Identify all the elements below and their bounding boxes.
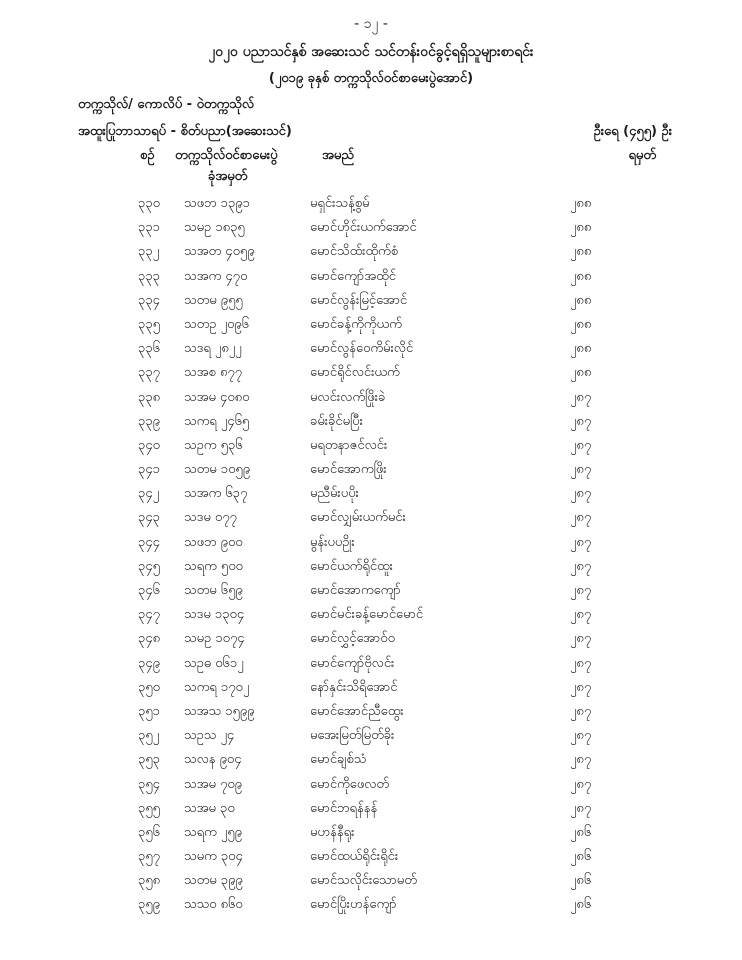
row-score: ၂၈၇	[570, 486, 592, 502]
row-name: နော်နှင်းသိရိအောင်	[310, 679, 398, 695]
row-score: ၂၈၈	[570, 196, 592, 211]
row-serial: ၃၄၁	[138, 462, 160, 478]
row-serial: ၃၃၉	[138, 413, 160, 429]
row-name: မောင်ခန့်ကိုကိုယက်	[310, 316, 402, 332]
row-roll-number: သအမ ၃၀	[184, 800, 235, 816]
row-roll-number: သဖဘ ၁၃၉၁	[184, 196, 250, 211]
row-name: မညီမ်းပပိုး	[310, 486, 359, 502]
row-roll-number: သဒမ ၀၇၇	[184, 510, 237, 526]
row-score: ၂၈၇	[570, 462, 592, 478]
row-name: မောင်မင်းခန့်မောင်မောင်	[310, 607, 424, 623]
row-name: မောင်သိထ်းထိုက်စံ	[310, 244, 399, 260]
document-title: ၂၀၂၀ ပညာသင်နှစ် အဆေးသင် သင်တန်းဝင်ခွင့်ရရှိသူများစာရင်း	[208, 44, 534, 60]
row-roll-number: သကရ ၂၄၆၅	[184, 413, 250, 429]
table-row	[0, 410, 742, 434]
row-score: ၂၈၇	[570, 655, 592, 671]
row-serial: ၃၄၃	[138, 510, 160, 526]
row-roll-number: သတမ ၁၀၅၉	[184, 462, 251, 478]
table-row	[0, 482, 742, 506]
row-score: ၂၈၈	[570, 244, 592, 260]
row-name: မဟန်နီရုး	[310, 824, 355, 840]
row-roll-number: သအသ ၁၅၉၉	[184, 703, 255, 719]
table-row	[0, 458, 742, 482]
row-score: ၂၈၇	[570, 631, 592, 647]
intake-count: ဦးရေ (၄၅၅) ဦး	[593, 124, 672, 139]
row-roll-number: သတမ ၃၉၉	[184, 873, 243, 889]
row-roll-number: သအမ ၄၀၈၀	[184, 389, 250, 405]
table-row	[0, 821, 742, 845]
row-name: မွန်းပပဥိုး	[310, 534, 355, 550]
row-score: ၂၈၇	[570, 413, 592, 429]
specialization-line: အထူးပြုဘာသာရပ် - စိတ်ပညာ(အဆေးသင်)	[78, 124, 292, 139]
row-name: မောင်ယက်ရိုင်ထူး	[310, 558, 393, 574]
row-roll-number: သတမ ၆၅၉	[184, 583, 243, 598]
row-serial: ၃၅၃	[138, 752, 160, 768]
row-name: ခမ်းခိုင်မပြီး	[310, 413, 363, 429]
row-score: ၂၈၇	[570, 389, 592, 405]
table-row	[0, 216, 742, 240]
row-roll-number: သရက ၂၅၉	[184, 824, 242, 840]
row-name: မအေးမြတ်မြတ်ခိုး	[310, 728, 395, 744]
table-row	[0, 579, 742, 603]
row-score: ၂၈၈	[570, 365, 592, 381]
row-roll-number: သဒရ ၂၈၂၂	[184, 341, 242, 357]
row-roll-number: သအစ ၈၇၇	[184, 365, 242, 381]
row-serial: ၃၅၁	[138, 703, 160, 719]
row-roll-number: သအမ ၇၀၉	[184, 776, 242, 792]
table-row	[0, 700, 742, 724]
row-serial: ၃၅၄	[138, 776, 160, 792]
row-score: ၂၈၆	[570, 873, 592, 889]
row-name: မလင်းလက်ဖြိုးခဲ	[310, 389, 386, 405]
table-row	[0, 845, 742, 869]
table-row	[0, 893, 742, 917]
table-row	[0, 652, 742, 676]
row-score: ၂၈၆	[570, 897, 592, 913]
row-name: မောင်ရိုင်လင်းယက်	[310, 365, 400, 381]
row-roll-number: သအတ ၄၀၅၉	[184, 244, 255, 260]
row-score: ၂၈၇	[570, 437, 592, 453]
university-line: တက္ကသိုလ်/ ကောလိပ် - ဝဲတက္ကသိုလ်	[78, 97, 255, 112]
column-header-roll: တက္ကသိုလ်ဝင်စာမေးပွဲ	[175, 148, 278, 163]
table-row	[0, 506, 742, 530]
table-row	[0, 337, 742, 361]
table-row	[0, 773, 742, 797]
row-serial: ၃၃၅	[138, 316, 160, 332]
row-serial: ၃၃၃	[138, 268, 160, 284]
row-name: မောင်ကိုဖေလတ်	[310, 776, 390, 792]
row-serial: ၃၃၀	[138, 196, 160, 211]
table-row	[0, 627, 742, 651]
row-roll-number: သအက ၆၃၇	[184, 486, 248, 502]
row-name: မရှင်းသန့်စွမ်	[310, 196, 370, 211]
row-roll-number: သရက ၅၀၀	[184, 558, 243, 574]
row-score: ၂၈၈	[570, 220, 592, 236]
row-name: မောင်လွန်းမြင့်အောင်	[310, 292, 408, 308]
row-roll-number: သတဥ ၂၀၉၆	[184, 316, 249, 332]
row-serial: ၃၄၈	[138, 631, 161, 647]
document-subtitle: (၂၀၁၉ ခုနှစ် တက္ကသိုလ်ဝင်စာမေးပွဲအောင်)	[268, 71, 474, 86]
row-serial: ၃၅၀	[138, 679, 160, 695]
row-serial: ၃၅၈	[138, 873, 161, 889]
row-serial: ၃၄၆	[138, 583, 160, 598]
row-roll-number: သလန ၉၀၄	[184, 752, 242, 768]
row-serial: ၃၄၀	[138, 437, 160, 453]
row-serial: ၃၃၈	[138, 389, 161, 405]
row-name: မောင်ကျော်ဗိုလင်း	[310, 655, 395, 671]
row-score: ၂၈၈	[570, 268, 592, 284]
row-serial: ၃၃၄	[138, 292, 160, 308]
row-serial: ၃၄၉	[138, 655, 160, 671]
row-score: ၂၈၇	[570, 583, 592, 598]
row-roll-number: သဥသ ၂၄	[184, 728, 235, 744]
column-header-score: ရမှတ်	[628, 148, 656, 163]
table-row	[0, 386, 742, 410]
row-score: ၂၈၇	[570, 703, 592, 719]
table-row	[0, 265, 742, 289]
row-serial: ၃၅၇	[138, 849, 160, 865]
page-number: - ၁၂ -	[354, 16, 388, 32]
table-row	[0, 434, 742, 458]
row-serial: ၃၅၉	[138, 897, 160, 913]
row-score: ၂၈၇	[570, 534, 592, 550]
row-serial: ၃၅၅	[138, 800, 160, 816]
table-row	[0, 555, 742, 579]
column-header-roll-sub: ခုံအမှတ်	[208, 169, 248, 184]
table-row	[0, 313, 742, 337]
row-roll-number: သဖဘ ၉၀၀	[184, 534, 243, 550]
table-row	[0, 797, 742, 821]
row-score: ၂၈၈	[570, 341, 592, 357]
row-score: ၂၈၈	[570, 292, 592, 308]
row-name: မောင်ကျော်အထိုင်	[310, 268, 396, 284]
table-row	[0, 240, 742, 264]
row-score: ၂၈၇	[570, 776, 592, 792]
row-name: မရတနာဇင်လင်း	[310, 437, 388, 453]
table-row	[0, 869, 742, 893]
row-serial: ၃၅၆	[138, 824, 160, 840]
table-row	[0, 531, 742, 555]
row-roll-number: သသဝ ၈၆၀	[184, 897, 243, 913]
row-roll-number: သဒမ ၁၃၀၄	[184, 607, 245, 623]
row-name: မောင်ဘရန်နန်	[310, 800, 378, 816]
table-row	[0, 361, 742, 385]
row-roll-number: သဥဓ ၀၆၁၂	[184, 655, 244, 671]
row-name: မောင်လွန်ဝေကိမ်းလိုင်	[310, 341, 414, 357]
row-serial: ၃၃၁	[138, 220, 160, 236]
row-score: ၂၈၇	[570, 558, 592, 574]
row-roll-number: သမဥ ၁၀၇၄	[184, 631, 245, 647]
row-roll-number: သအက ၄၇၀	[184, 268, 248, 284]
row-serial: ၃၄၇	[138, 607, 160, 623]
row-name: မောင်အောကဖြိုး	[310, 462, 387, 478]
row-roll-number: သမဥ ၁၈၃၅	[184, 220, 245, 236]
row-name: မောင်ချစ်သံ	[310, 752, 367, 768]
row-serial: ၃၄၄	[138, 534, 160, 550]
row-name: မောင်ပြိုးဟန်ကျော်	[310, 897, 397, 913]
row-score: ၂၈၆	[570, 849, 592, 865]
table-row	[0, 289, 742, 313]
row-serial: ၃၄၂	[138, 486, 160, 502]
row-score: ၂၈၇	[570, 607, 592, 623]
row-name: မောင်ဟိုင်းယက်အောင်	[310, 220, 417, 236]
row-name: မောင်ထယ်ရိုင်းရိုင်း	[310, 849, 399, 865]
column-header-serial: စဉ်	[140, 148, 155, 163]
row-roll-number: သဥက ၅၃၆	[184, 437, 243, 453]
row-roll-number: သတမ ၉၅၅	[184, 292, 243, 308]
column-header-name: အမည်	[322, 148, 354, 163]
row-name: မောင်အောကကျော်	[310, 583, 401, 598]
row-name: မောင်သလိုင်းသောမတ်	[310, 873, 417, 889]
row-score: ၂၈၈	[570, 316, 592, 332]
table-row	[0, 603, 742, 627]
results-table	[0, 192, 742, 918]
row-score: ၂၈၇	[570, 800, 592, 816]
row-serial: ၃၃၆	[138, 341, 160, 357]
row-score: ၂၈၆	[570, 824, 592, 840]
row-score: ၂၈၇	[570, 728, 592, 744]
row-name: မောင်လျှမ်းယက်မင်း	[310, 510, 406, 526]
table-row	[0, 748, 742, 772]
table-row	[0, 192, 742, 216]
table-row	[0, 724, 742, 748]
row-score: ၂၈၇	[570, 510, 592, 526]
row-roll-number: သမက ၃၀၄	[184, 849, 243, 865]
row-serial: ၃၄၅	[138, 558, 160, 574]
row-name: မောင်အောင်ညီထွေး	[310, 703, 404, 719]
row-score: ၂၈၇	[570, 752, 592, 768]
row-serial: ၃၃၂	[138, 244, 160, 260]
row-roll-number: သကရ ၁၇၀၂	[184, 679, 250, 695]
row-serial: ၃၃၇	[138, 365, 160, 381]
row-serial: ၃၅၂	[138, 728, 160, 744]
row-score: ၂၈၇	[570, 679, 592, 695]
row-name: မောင်လွှင့်အောဝ်ဝ	[310, 631, 395, 647]
table-row	[0, 676, 742, 700]
